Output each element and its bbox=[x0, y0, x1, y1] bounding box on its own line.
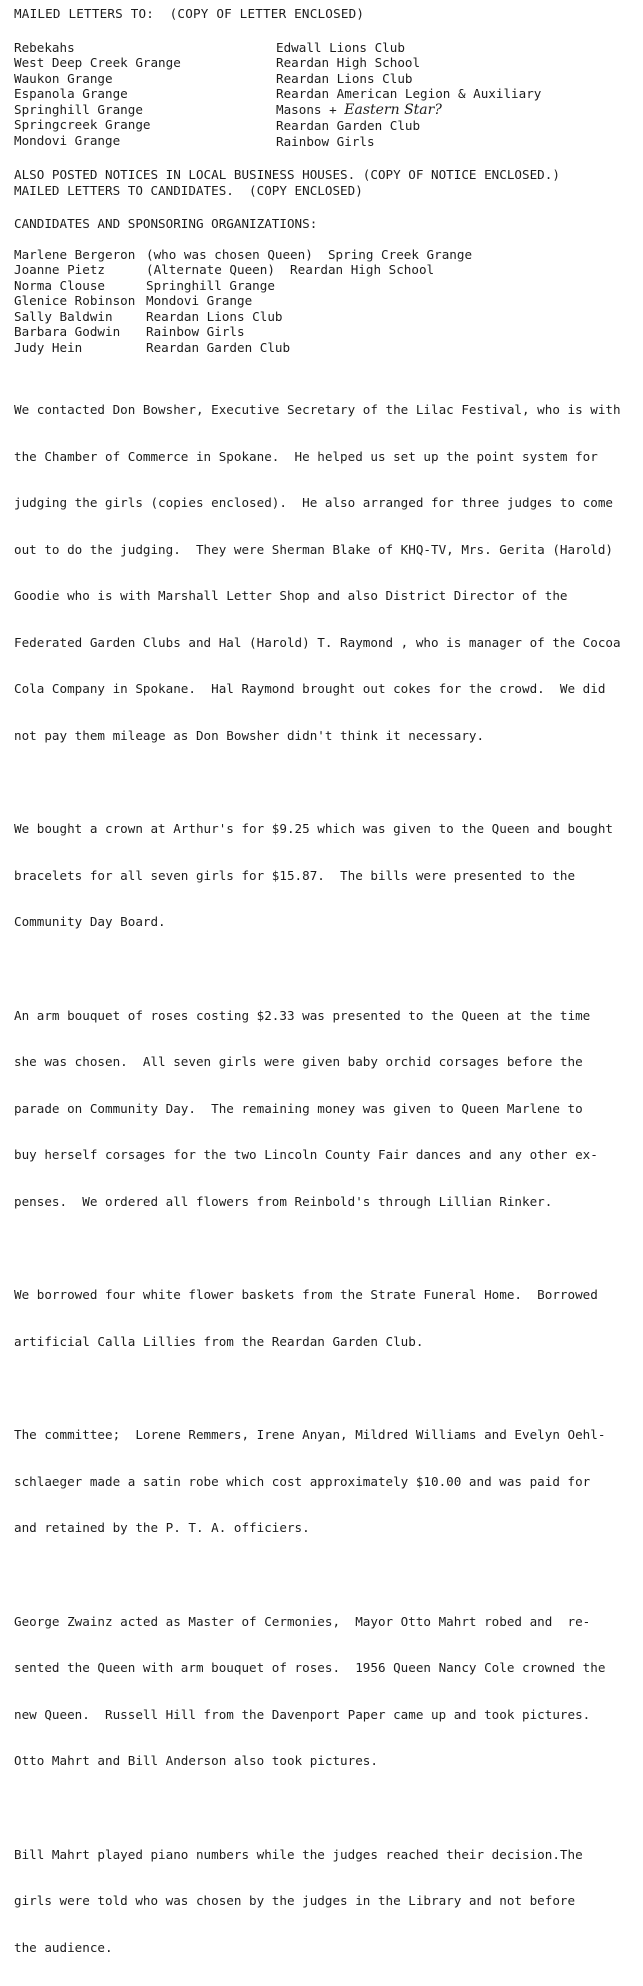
candidate-name: Marlene Bergeron bbox=[14, 247, 146, 263]
paragraph-line: new Queen. Russell Hill from the Davenport Paper came up and took pictures. bbox=[14, 1707, 636, 1723]
recipient-item: Rebekahs bbox=[14, 40, 276, 56]
paragraph-line: Otto Mahrt and Bill Anderson also took pictures. bbox=[14, 1753, 636, 1769]
recipient-item: Reardan High School bbox=[276, 55, 626, 71]
candidate-row bbox=[14, 309, 636, 325]
paragraph-line: she was chosen. All seven girls were given baby orchid corsages before the bbox=[14, 1054, 636, 1070]
mailed-candidates-line: MAILED LETTERS TO CANDIDATES. (COPY ENCLOSED) bbox=[14, 183, 636, 199]
candidate-sponsor: Rainbow Girls bbox=[146, 324, 245, 340]
mailed-letters-heading: MAILED LETTERS TO: (COPY OF LETTER ENCLOSED) bbox=[14, 6, 636, 22]
handwritten-note: Eastern Star? bbox=[344, 102, 442, 118]
paragraph-line: Community Day Board. bbox=[14, 914, 636, 930]
paragraph-line: artificial Calla Lillies from the Reardan Garden Club. bbox=[14, 1334, 636, 1350]
candidates-list bbox=[14, 247, 636, 356]
candidate-sponsor: (Alternate Queen) Reardan High School bbox=[146, 262, 434, 278]
paragraph-line: penses. We ordered all flowers from Reinbold's through Lillian Rinker. bbox=[14, 1194, 636, 1210]
recipient-item: Springcreek Grange bbox=[14, 117, 276, 133]
candidate-name: Sally Baldwin bbox=[14, 309, 146, 325]
candidate-name: Norma Clouse bbox=[14, 278, 146, 294]
candidate-sponsor: (who was chosen Queen) Spring Creek Grange bbox=[146, 247, 472, 263]
paragraph-line: The committee; Lorene Remmers, Irene Anyan, Mildred Williams and Evelyn Oehl- bbox=[14, 1427, 636, 1443]
paragraph-line: the audience. bbox=[14, 1940, 636, 1956]
paragraph-judging bbox=[14, 371, 636, 774]
candidate-row bbox=[14, 340, 636, 356]
recipient-item-masons: Masons + Eastern Star? bbox=[276, 102, 626, 119]
candidate-row bbox=[14, 247, 636, 263]
candidate-row bbox=[14, 293, 636, 309]
paragraph-line: girls were told who was chosen by the judges in the Library and not before bbox=[14, 1893, 636, 1909]
recipient-item: Reardan Garden Club bbox=[276, 118, 626, 134]
paragraph-line: George Zwainz acted as Master of Cermonies, Mayor Otto Mahrt robed and re- bbox=[14, 1614, 636, 1630]
paragraph-crown bbox=[14, 790, 636, 961]
paragraph-line: not pay them mileage as Don Bowsher didn't think it necessary. bbox=[14, 728, 636, 744]
paragraph-line: the Chamber of Commerce in Spokane. He helped us set up the point system for bbox=[14, 449, 636, 465]
paragraph-committee bbox=[14, 1396, 636, 1567]
recipient-item: Reardan American Legion & Auxiliary bbox=[276, 86, 626, 102]
recipient-item: Mondovi Grange bbox=[14, 133, 276, 149]
paragraph-piano bbox=[14, 1816, 636, 1986]
candidate-sponsor: Mondovi Grange bbox=[146, 293, 252, 309]
candidate-name: Joanne Pietz bbox=[14, 262, 146, 278]
candidate-name: Barbara Godwin bbox=[14, 324, 146, 340]
candidate-sponsor: Reardan Garden Club bbox=[146, 340, 290, 356]
paragraph-line: Federated Garden Clubs and Hal (Harold) T. Raymond , who is manager of the Cocoa bbox=[14, 635, 636, 651]
recipients-left bbox=[14, 40, 276, 150]
paragraph-line: Goodie who is with Marshall Letter Shop and also District Director of the bbox=[14, 588, 636, 604]
recipient-item: Espanola Grange bbox=[14, 86, 276, 102]
recipient-item: Masons bbox=[276, 102, 322, 117]
candidate-sponsor: Springhill Grange bbox=[146, 278, 275, 294]
also-posted-line: ALSO POSTED NOTICES IN LOCAL BUSINESS HOUSES. (COPY OF NOTICE ENCLOSED.) bbox=[14, 167, 636, 183]
paragraph-line: judging the girls (copies enclosed). He also arranged for three judges to come bbox=[14, 495, 636, 511]
recipients-columns bbox=[14, 40, 636, 150]
recipient-item: Reardan Lions Club bbox=[276, 71, 626, 87]
candidate-name: Judy Hein bbox=[14, 340, 146, 356]
paragraph-line: We borrowed four white flower baskets from the Strate Funeral Home. Borrowed bbox=[14, 1287, 636, 1303]
recipients-right bbox=[276, 40, 626, 150]
recipient-item: Edwall Lions Club bbox=[276, 40, 626, 56]
paragraph-line: bracelets for all seven girls for $15.87. The bills were presented to the bbox=[14, 868, 636, 884]
paragraph-flowers bbox=[14, 977, 636, 1241]
paragraph-line: We bought a crown at Arthur's for $9.25 which was given to the Queen and bought bbox=[14, 821, 636, 837]
paragraph-ceremonies bbox=[14, 1583, 636, 1800]
paragraph-line: sented the Queen with arm bouquet of roses. 1956 Queen Nancy Cole crowned the bbox=[14, 1660, 636, 1676]
paragraph-line: An arm bouquet of roses costing $2.33 was presented to the Queen at the time bbox=[14, 1008, 636, 1024]
paragraph-line: parade on Community Day. The remaining money was given to Queen Marlene to bbox=[14, 1101, 636, 1117]
candidate-name: Glenice Robinson bbox=[14, 293, 146, 309]
paragraph-line: schlaeger made a satin robe which cost approximately $10.00 and was paid for bbox=[14, 1474, 636, 1490]
candidates-heading: CANDIDATES AND SPONSORING ORGANIZATIONS: bbox=[14, 216, 636, 232]
candidate-row bbox=[14, 324, 636, 340]
recipient-item: West Deep Creek Grange bbox=[14, 55, 276, 71]
recipient-item: Waukon Grange bbox=[14, 71, 276, 87]
candidate-row bbox=[14, 278, 636, 294]
paragraph-baskets bbox=[14, 1256, 636, 1380]
document-page bbox=[14, 6, 636, 1986]
recipient-item: Rainbow Girls bbox=[276, 134, 626, 150]
paragraph-line: and retained by the P. T. A. officiers. bbox=[14, 1520, 636, 1536]
paragraph-line: Cola Company in Spokane. Hal Raymond brought out cokes for the crowd. We did bbox=[14, 681, 636, 697]
paragraph-line: We contacted Don Bowsher, Executive Secretary of the Lilac Festival, who is with bbox=[14, 402, 636, 418]
recipient-item: Springhill Grange bbox=[14, 102, 276, 118]
paragraph-line: out to do the judging. They were Sherman Blake of KHQ-TV, Mrs. Gerita (Harold) bbox=[14, 542, 636, 558]
candidate-sponsor: Reardan Lions Club bbox=[146, 309, 282, 325]
paragraph-line: buy herself corsages for the two Lincoln County Fair dances and any other ex- bbox=[14, 1147, 636, 1163]
candidate-row bbox=[14, 262, 636, 278]
paragraph-line: Bill Mahrt played piano numbers while the judges reached their decision.The bbox=[14, 1847, 636, 1863]
